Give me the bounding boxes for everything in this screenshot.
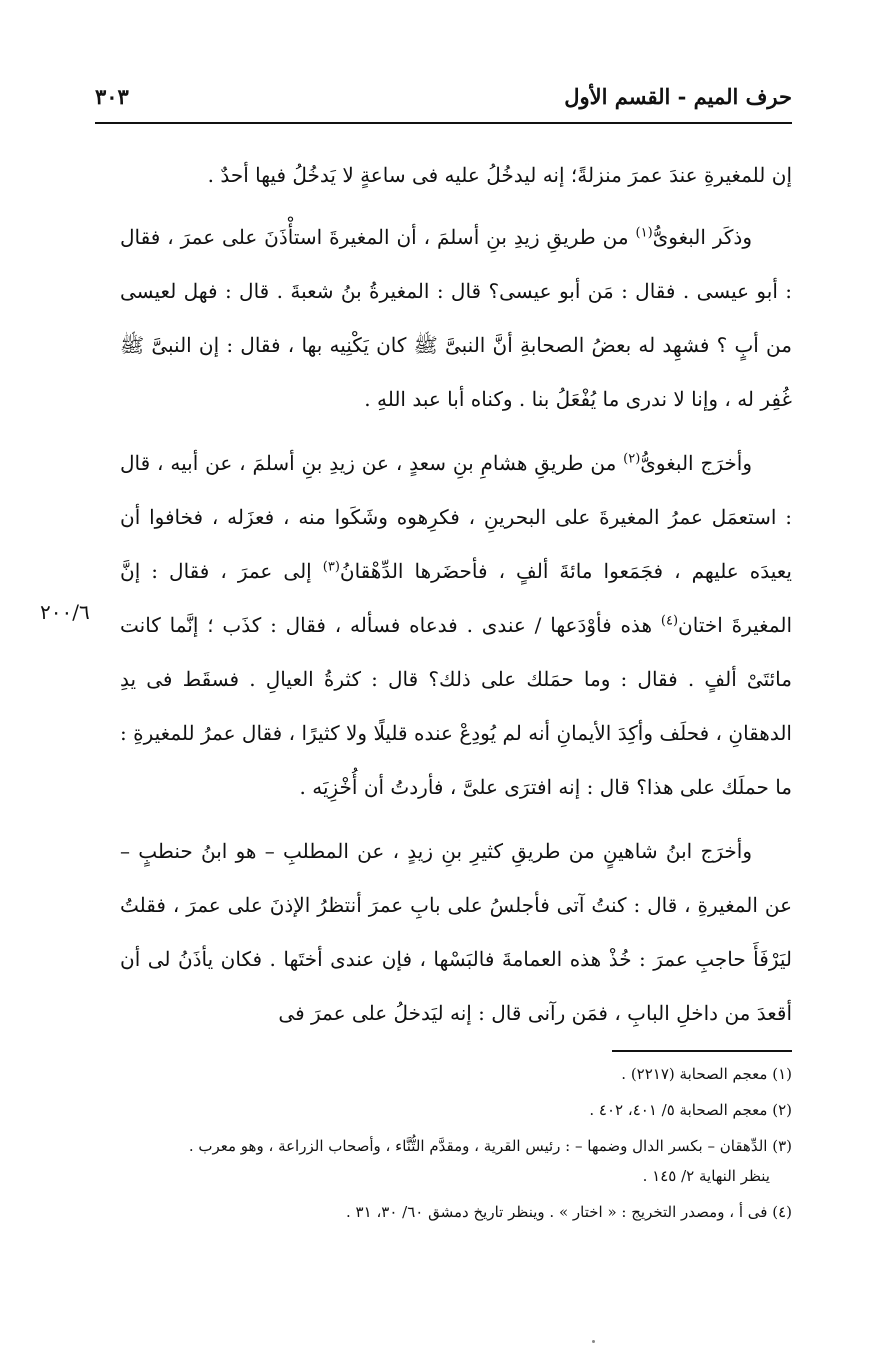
margin-volume-page-note: ٢٠٠/٦ <box>40 600 90 624</box>
header-title: حرف الميم - القسم الأول <box>564 84 792 109</box>
main-text <box>120 148 792 1050</box>
paragraph-3-text-a: من طريقِ هشامِ بنِ سعدٍ ، عن زيدِ بنِ أسلمَ ، عن أبيه ، قال : استعمَل عمرُ المغيرةَ على البحرينِ ، فكرِهوه وشَكَوا منه ، فعزَله ، فخافوا أن يعيدَه عليهم ، فجَمَعوا مائةَ ألفٍ ، فأحضَرها الدِّهْقانُ <box>120 451 792 583</box>
footnote-rule <box>612 1050 792 1052</box>
page-number: ٣٠٣ <box>95 84 129 109</box>
header-rule <box>95 122 792 124</box>
footnote-1: (١) معجم الصحابة (٢٢١٧) . <box>621 1065 792 1083</box>
paragraph-3-text-b: إلى عمرَ ، فقال : إنَّ المغيرةَ اختان <box>120 559 792 637</box>
paragraph-4 <box>120 824 792 1040</box>
paragraph-3-text-c: هذه فأوْدَعها / عندى . فدعاه فسأله ، فقال : كذَب ؛ إنَّما كانت مائتَىْ ألفٍ . فقال : وما حمَلك على ذلك؟ قال : كثرةُ العيالِ . فسقَط فى يدِ الدهقانِ ، فحلَف وأكِدَ الأيمانِ أنه لم يُودِعْ عنده قليلًا ولا كثيرًا ، فقال عمرُ للمغيرةِ : ما حملَك على هذا؟ قال : إنه افترَى علىَّ ، فأردتُ أن أُخْزِيَه . <box>120 613 792 799</box>
paragraph-2-text: من طريقِ زيدِ بنِ أسلمَ ، أن المغيرةَ استأْذَنَ على عمرَ ، فقال : أبو عيسى . فقال : مَن أبو عيسى؟ قال : المغيرةُ بنُ شعبةَ . قال : فهل لعيسى من أبٍ ؟ فشهِد له بعضُ الصحابةِ أنَّ النبىَّ ﷺ كان يَكْنِيه بها ، فقال : إن النبىَّ ﷺ غُفِر له ، وإنا لا ندرى ما يُفْعَلُ بنا . وكناه أبا عبد اللهِ . <box>120 225 792 411</box>
paragraph-1-text: إن للمغيرةِ عندَ عمرَ منزلةً؛ إنه ليدخُلُ عليه فى ساعةٍ لا يَدخُلُ فيها أحدٌ . <box>207 163 792 187</box>
paragraph-2 <box>120 210 792 426</box>
paragraph-3-lead: وأخرَج البغوىُّ <box>640 451 752 475</box>
footnote-2: (٢) معجم الصحابة ٥/ ٤٠١، ٤٠٢ . <box>589 1101 792 1119</box>
footnote-3-continuation: ينظر النهاية ٢/ ١٤٥ . <box>642 1167 770 1185</box>
print-speck <box>592 1340 595 1343</box>
footnote-3: (٣) الدِّهقان – بكسر الدال وضمها – : رئيس القرية ، ومقدَّم التُّنَّاء ، وأصحاب الزراعة ، وهو معرب . <box>188 1137 792 1155</box>
paragraph-1 <box>120 148 792 202</box>
footnote-ref-4: (٤) <box>660 613 679 629</box>
paragraph-3 <box>120 436 792 814</box>
footnote-ref-2: (٢) <box>623 451 641 467</box>
footnote-ref-1: (١) <box>635 225 653 241</box>
footnotes <box>120 1058 792 1232</box>
footnote-4: (٤) فى أ ، ومصدر التخريج : « اختار » . وينظر تاريخ دمشق ٦٠/ ٣٠، ٣١ . <box>346 1203 792 1221</box>
paragraph-2-lead: وذكَر البغوىُّ <box>652 225 752 249</box>
paragraph-4-text: وأخرَج ابنُ شاهينٍ من طريقِ كثيرِ بنِ زيدٍ ، عن المطلبِ – هو ابنُ حنطبٍ – عن المغيرةِ ، قال : كنتُ آتى فأجلسُ على بابِ عمرَ أنتظرُ الإذنَ على عمرَ ، فقلتُ ليَرْفَأَ حاجبِ عمرَ : خُذْ هذه العمامةَ فالبَسْها ، فإن عندى أختَها . فكان يأذَنُ لى أن أقعدَ من داخلِ البابِ ، فمَن رآنى قال : إنه ليَدخلُ على عمرَ فى <box>120 839 792 1025</box>
footnote-ref-3: (٣) <box>322 559 340 575</box>
running-header <box>95 78 792 122</box>
